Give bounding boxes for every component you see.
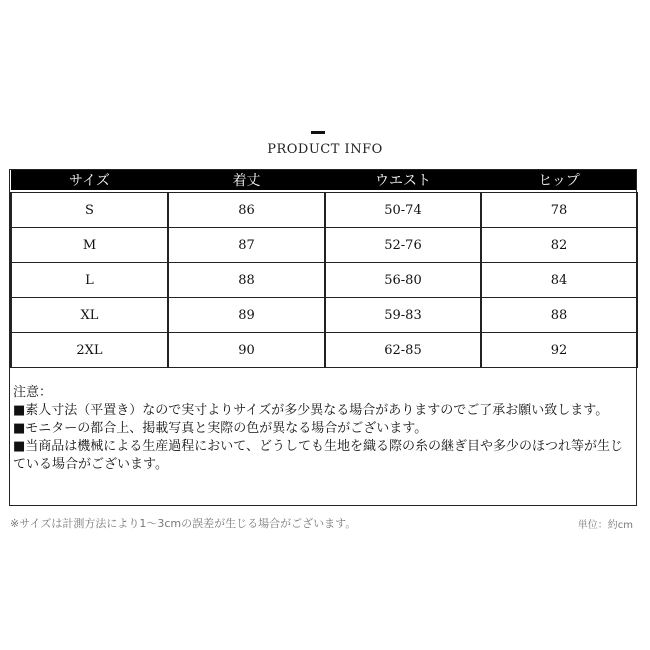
cell-length: 89 bbox=[168, 298, 325, 333]
cell-waist: 50-74 bbox=[325, 193, 481, 228]
cell-length: 86 bbox=[168, 193, 325, 228]
cell-waist: 56-80 bbox=[325, 263, 481, 298]
header-waist: ウエスト bbox=[325, 170, 481, 190]
cell-waist: 59-83 bbox=[325, 298, 481, 333]
notes-block bbox=[13, 384, 633, 474]
cell-size: S bbox=[11, 193, 168, 228]
cell-hip: 92 bbox=[481, 333, 637, 368]
notes-heading: 注意： bbox=[13, 385, 53, 400]
cell-length: 88 bbox=[168, 263, 325, 298]
cell-waist: 62-85 bbox=[325, 333, 481, 368]
cell-size: L bbox=[11, 263, 168, 298]
cell-hip: 88 bbox=[481, 298, 637, 333]
note-line: ■当商品は機械による生産過程において、どうしても生地を織る際の糸の継ぎ目や多少のほつれ等が生じている場合がございます。 bbox=[13, 439, 624, 472]
cell-length: 87 bbox=[168, 228, 325, 263]
cell-size: 2XL bbox=[11, 333, 168, 368]
cell-waist: 52-76 bbox=[325, 228, 481, 263]
cell-hip: 82 bbox=[481, 228, 637, 263]
note-line: ■素人寸法（平置き）なので実寸よりサイズが多少異なる場合がありますのでご了承お願い致します。 bbox=[13, 403, 609, 418]
title-dash bbox=[311, 131, 325, 134]
header-size: サイズ bbox=[11, 170, 168, 190]
section-title: PRODUCT INFO bbox=[267, 142, 383, 157]
cell-size: XL bbox=[11, 298, 168, 333]
cell-hip: 78 bbox=[481, 193, 637, 228]
cell-hip: 84 bbox=[481, 263, 637, 298]
cell-size: M bbox=[11, 228, 168, 263]
measurement-footnote: ※サイズは計測方法により1〜3cmの誤差が生じる場合がございます。 bbox=[10, 517, 357, 530]
cell-length: 90 bbox=[168, 333, 325, 368]
unit-label: 単位：約cm bbox=[577, 520, 633, 531]
header-hip: ヒップ bbox=[481, 170, 637, 190]
header-length: 着丈 bbox=[168, 170, 325, 190]
note-line: ■モニターの都合上、掲載写真と実際の色が異なる場合がございます。 bbox=[13, 421, 428, 436]
